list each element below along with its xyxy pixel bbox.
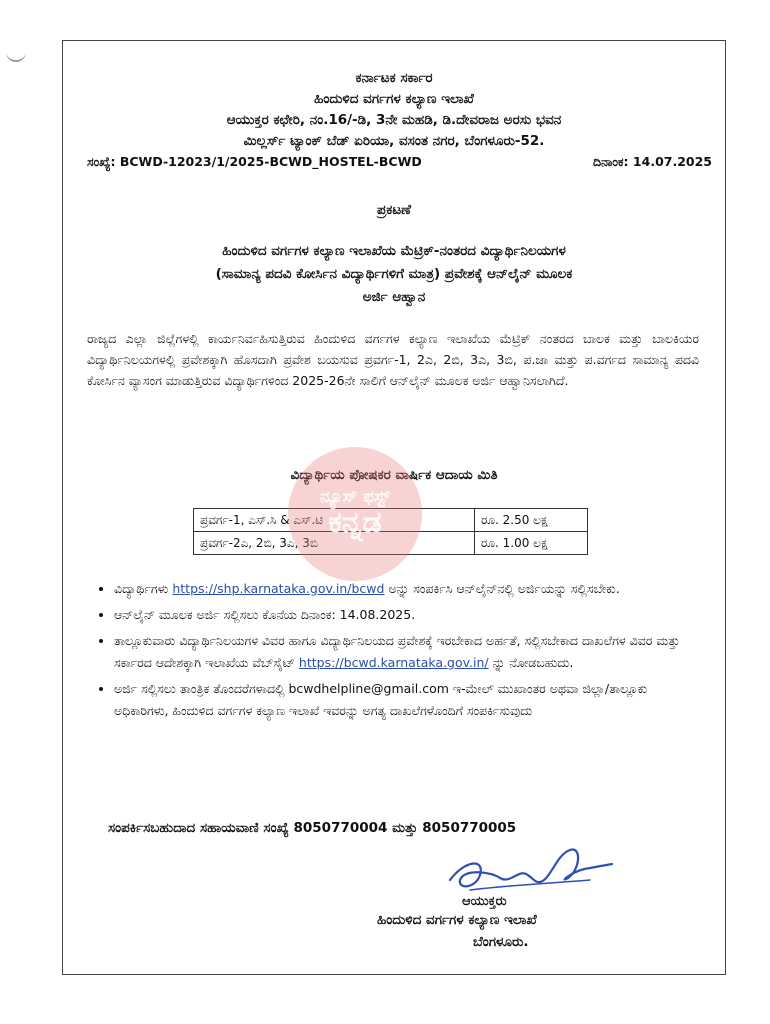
notice-heading: ಪ್ರಕಟಣೆ <box>377 202 411 218</box>
bullet1-text-pre: ವಿದ್ಯಾರ್ಥಿಗಳು <box>114 581 169 596</box>
govt-name: ಕರ್ನಾಟಕ ಸರ್ಕಾರ <box>355 70 433 86</box>
instructions-list <box>92 578 702 726</box>
punch-hole-mark <box>6 48 26 62</box>
bullet3-text-post: ನ್ನು ನೋಡಬಹುದು. <box>492 655 574 670</box>
bullet3-text-pre: ತಾಲ್ಲೂಕುವಾರು ವಿದ್ಯಾರ್ಥಿನಿಲಯಗಳ ವಿವರ ಹಾಗೂ ವಿದ್ಯಾರ್ಥಿನಿಲಯದ ಪ್ರವೇಶಕ್ಕೆ ಇರಬೇಕಾದ ಅರ್ಹತೆ, ಸಲ್ಲಿಸಬೇಕಾದ ದಾಖಲೆಗಳ ವಿವರ ಮತ್ತು ಸರ್ಕಾರದ ಆದೇಶಕ್ಕಾಗಿ ಇಲಾಖೆಯ ವೆಬ್‌ಸೈಟ್ <box>114 633 680 670</box>
date-value: 14.07.2025 <box>632 154 712 169</box>
newsfirst-watermark <box>288 447 422 581</box>
watermark-line1: ನ್ಯೂಸ್ ಫಸ್ಟ್ <box>320 487 390 508</box>
income-limit-heading: ವಿದ್ಯಾರ್ಥಿಯ ಪೋಷಕರ ವಾರ್ಷಿಕ ಆದಾಯ ಮಿತಿ <box>290 467 498 483</box>
watermark-line2: ಕನ್ನಡ <box>328 505 382 541</box>
list-item <box>114 604 702 626</box>
bullet2-text: ಆನ್‌ಲೈನ್ ಮೂಲಕ ಅರ್ಜಿ ಸಲ್ಲಿಸಲು ಕೊನೆಯ ದಿನಾಂಕ: 14.08.2025. <box>114 607 416 622</box>
office-address-line1: ಆಯುಕ್ತರ ಕಛೇರಿ, ನಂ.16/-ಡಿ, 3ನೇ ಮಹಡಿ, ಡಿ.ದೇವರಾಜ ಅರಸು ಭವನ <box>226 112 562 128</box>
department-name: ಹಿಂದುಳಿದ ವರ್ಗಗಳ ಕಲ್ಯಾಣ ಇಲಾಖೆ <box>314 91 474 107</box>
reference-label: ಸಂಖ್ಯೆ: <box>87 154 116 169</box>
list-item <box>114 630 702 674</box>
limit-cell: ರೂ. 1.00 ಲಕ್ಷ <box>475 532 588 555</box>
helpline-numbers: ಸಂಪರ್ಕಿಸಬಹುದಾದ ಸಹಾಯವಾಣಿ ಸಂಖ್ಯೆ 8050770004 ಮತ್ತು 8050770005 <box>108 820 517 836</box>
list-item <box>114 578 702 600</box>
category-cell: ಪ್ರವರ್ಗ-2ಎ, 2ಬಿ, 3ಎ, 3ಬಿ <box>194 532 475 555</box>
category-cell: ಪ್ರವರ್ಗ-1, ಎಸ್.ಸಿ & ಎಸ್.ಟಿ <box>194 509 475 532</box>
list-item <box>114 678 702 722</box>
signatory-department: ಹಿಂದುಳಿದ ವರ್ಗಗಳ ಕಲ್ಯಾಣ ಇಲಾಖೆ <box>377 912 537 928</box>
limit-cell: ರೂ. 2.50 ಲಕ್ಷ <box>475 509 588 532</box>
office-address-line2: ಮಿಲ್ಲರ್ಸ್ ಟ್ಯಾಂಕ್ ಬೆಡ್ ಏರಿಯಾ, ವಸಂತ ನಗರ, ಬೆಂಗಳೂರು-52. <box>243 133 545 149</box>
notice-date <box>593 154 712 170</box>
bcwd-website-link[interactable]: https://bcwd.karnataka.gov.in/ <box>298 655 489 670</box>
notice-body: ರಾಜ್ಯದ ಎಲ್ಲಾ ಜಿಲ್ಲೆಗಳಲ್ಲಿ ಕಾರ್ಯನಿರ್ವಹಿಸುತ್ತಿರುವ ಹಿಂದುಳಿದ ವರ್ಗಗಳ ಕಲ್ಯಾಣ ಇಲಾಖೆಯ ಮೆಟ್ರಿಕ್ ನಂತರದ ಬಾಲಕ ಮತ್ತು ಬಾಲಕಿಯರ ವಿದ್ಯಾರ್ಥಿನಿಲಯಗಳಲ್ಲಿ ಪ್ರವೇಶಕ್ಕಾಗಿ ಹೊಸದಾಗಿ ಪ್ರವೇಶ ಬಯಸುವ ಪ್ರವರ್ಗ-1, 2ಎ, 2ಬಿ, 3ಎ, 3ಬಿ, ಪ.ಜಾ ಮತ್ತು ಪ.ವರ್ಗದ ಸಾಮಾನ್ಯ ಪದವಿ ಕೋರ್ಸಿನ ವ್ಯಾಸಂಗ ಮಾಡುತ್ತಿರುವ ವಿದ್ಯಾರ್ಥಿಗಳಿಂದ 2025-26ನೇ ಸಾಲಿಗೆ ಆನ್‌ಲೈನ್ ಮೂಲಕ ಅರ್ಜಿ ಆಹ್ವಾನಿಸಲಾಗಿದೆ. <box>87 331 699 388</box>
date-label: ದಿನಾಂಕ: <box>592 154 629 169</box>
notice-title-line2: (ಸಾಮಾನ್ಯ ಪದವಿ ಕೋರ್ಸಿನ ವಿದ್ಯಾರ್ಥಿಗಳಿಗೆ ಮಾತ್ರ) ಪ್ರವೇಶಕ್ಕೆ ಆನ್‌ಲೈನ್ ಮೂಲಕ <box>215 266 573 282</box>
signatory-title: ಆಯುಕ್ತರು <box>462 894 507 909</box>
notice-title-line1: ಹಿಂದುಳಿದ ವರ್ಗಗಳ ಕಲ್ಯಾಣ ಇಲಾಖೆಯ ಮೆಟ್ರಿಕ್-ನಂತರದ ವಿದ್ಯಾರ್ಥಿನಿಲಯಗಳ <box>222 243 566 259</box>
signatory-city: ಬೆಂಗಳೂರು. <box>473 934 529 950</box>
signature-image <box>440 840 620 900</box>
reference-value: BCWD-12023/1/2025-BCWD_HOSTEL-BCWD <box>119 154 422 169</box>
bullet1-text-post: ಅನ್ನು ಸಂಪರ್ಕಿಸಿ ಆನ್‌ಲೈನ್‌ನಲ್ಲಿ ಅರ್ಜಿಯನ್ನು ಸಲ್ಲಿಸಬೇಕು. <box>388 581 620 596</box>
bullet4-text: ಅರ್ಜಿ ಸಲ್ಲಿಸಲು ತಾಂತ್ರಿಕ ತೊಂದರೆಗಳಾದಲ್ಲಿ bcwdhelpline@gmail.com ಇ-ಮೇಲ್ ಮುಖಾಂತರ ಅಥವಾ ಜಿಲ್ಲಾ/ತಾಲ್ಲೂಕು ಅಧಿಕಾರಿಗಳು, ಹಿಂದುಳಿದ ವರ್ಗಗಳ ಕಲ್ಯಾಣ ಇಲಾಖೆ ಇವರನ್ನು ಅಗತ್ಯ ದಾಖಲೆಗಳೊಂದಿಗೆ ಸಂಪರ್ಕಿಸುವುದು <box>114 681 648 718</box>
reference-number <box>87 154 422 170</box>
shp-portal-link[interactable]: https://shp.karnataka.gov.in/bcwd <box>172 581 385 596</box>
notice-title-line3: ಅರ್ಜಿ ಆಹ್ವಾನ <box>362 289 426 305</box>
